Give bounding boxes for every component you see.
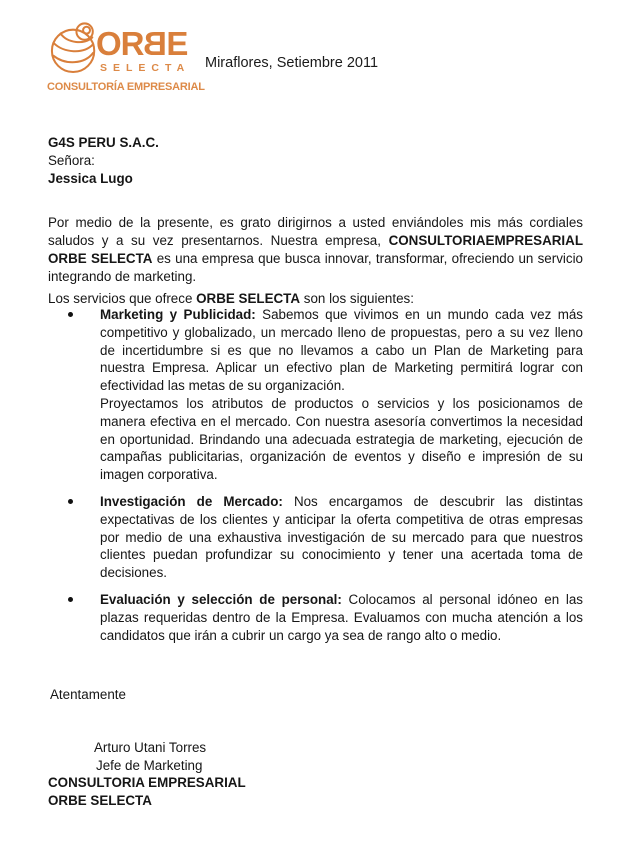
brand-wordmark [96,27,187,60]
services-intro-brand-bold: ORBE SELECTA [196,291,301,307]
services-list [48,306,583,653]
service-item-evaluacion [48,591,583,644]
signer-title: Jefe de Marketing [96,757,203,773]
services-intro-text-1: Los servicios que ofrece [48,291,197,307]
globe-logo-icon [50,19,100,75]
service-body-2: Proyectamos los atributos de productos o servicios y los posicionamos de manera efectiva en el mercado. Con nuestra asesoría convertimos la necesidad en oportunidad. Brindando una adecuada estrategia de marketing, ejecución de campañas publicitarias, organización de eventos y diseño e impresión de su imagen corporativa. [100,395,583,483]
service-title: Evaluación y selección de personal: [100,591,342,607]
intro-text-2: es una empresa que busca innovar, transformar, ofreciendo un servicio integrando de marketing. [48,250,583,284]
intro-paragraph [48,214,583,285]
service-title: Investigación de Mercado: [100,493,283,509]
signer-name: Arturo Utani Torres [94,740,207,755]
service-item-paragraph [100,306,583,395]
bullet-dot-icon [68,597,73,602]
intro-company-bold: CONSULTORIAEMPRESARIAL ORBE SELECTA [48,233,583,266]
service-title: Marketing y Publicidad: [100,307,256,322]
services-intro-text-2: son los siguientes: [300,291,414,307]
service-item-paragraph [100,591,583,644]
recipient-name: Jessica Lugo [48,171,133,186]
brand-letters-or: OR [96,25,144,62]
service-body: Sabemos que vivimos en un mundo cada vez más competitivo y globalizado, un mercado lleno de propuestas, pero a su vez lleno de incertidumbre si es que no llevamos a cabo un Plan de Marketing para nuestra Empresa. Aplicar un efectivo plan de Marketing permitirá lograr con efectividad las metas de su organización. [100,307,583,394]
service-body: Colocamos al personal idóneo en las plazas requeridas dentro de la Empresa. Evaluamos con mucha atención a los candidatos que irán a cubrir un cargo ya sea de rango alto o medio. [100,591,584,643]
recipient-salutation: Señora: [48,153,95,168]
signature-company-line-1: CONSULTORIA EMPRESARIAL [48,775,246,790]
brand-tagline: CONSULTORÍA EMPRESARIAL [47,81,205,93]
brand-subname: SELECTA [100,62,191,74]
intro-text-1: Por medio de la presente, es grato dirigirnos a usted enviándoles mis más cordiales saludos y a su vez presentarnos. Nuestra empresa, [48,215,583,249]
letter-dateline: Miraflores, Setiembre 2011 [205,55,379,71]
brand-letter-e: E [166,25,188,62]
recipient-company: G4S PERU S.A.C. [48,135,159,150]
bullet-dot-icon [68,312,73,317]
service-body: Nos encargamos de descubrir las distintas expectativas de los clientes y anticipar la oferta competitiva de otras empresas por medio de una exhaustiva investigación de su mercado para que nuestros clientes puedan profundizar su conocimiento y tener una acertada toma de decisiones. [100,493,584,581]
valediction: Atentamente [50,687,126,702]
service-item-marketing [48,306,583,484]
recipient-block [48,134,159,188]
service-item-investigacion [48,493,583,582]
signature-block [48,739,246,809]
signature-company-line-2: ORBE SELECTA [48,792,152,808]
service-item-paragraph [100,493,583,582]
brand-letter-b-mirrored: B [143,25,167,62]
bullet-dot-icon [68,499,73,504]
